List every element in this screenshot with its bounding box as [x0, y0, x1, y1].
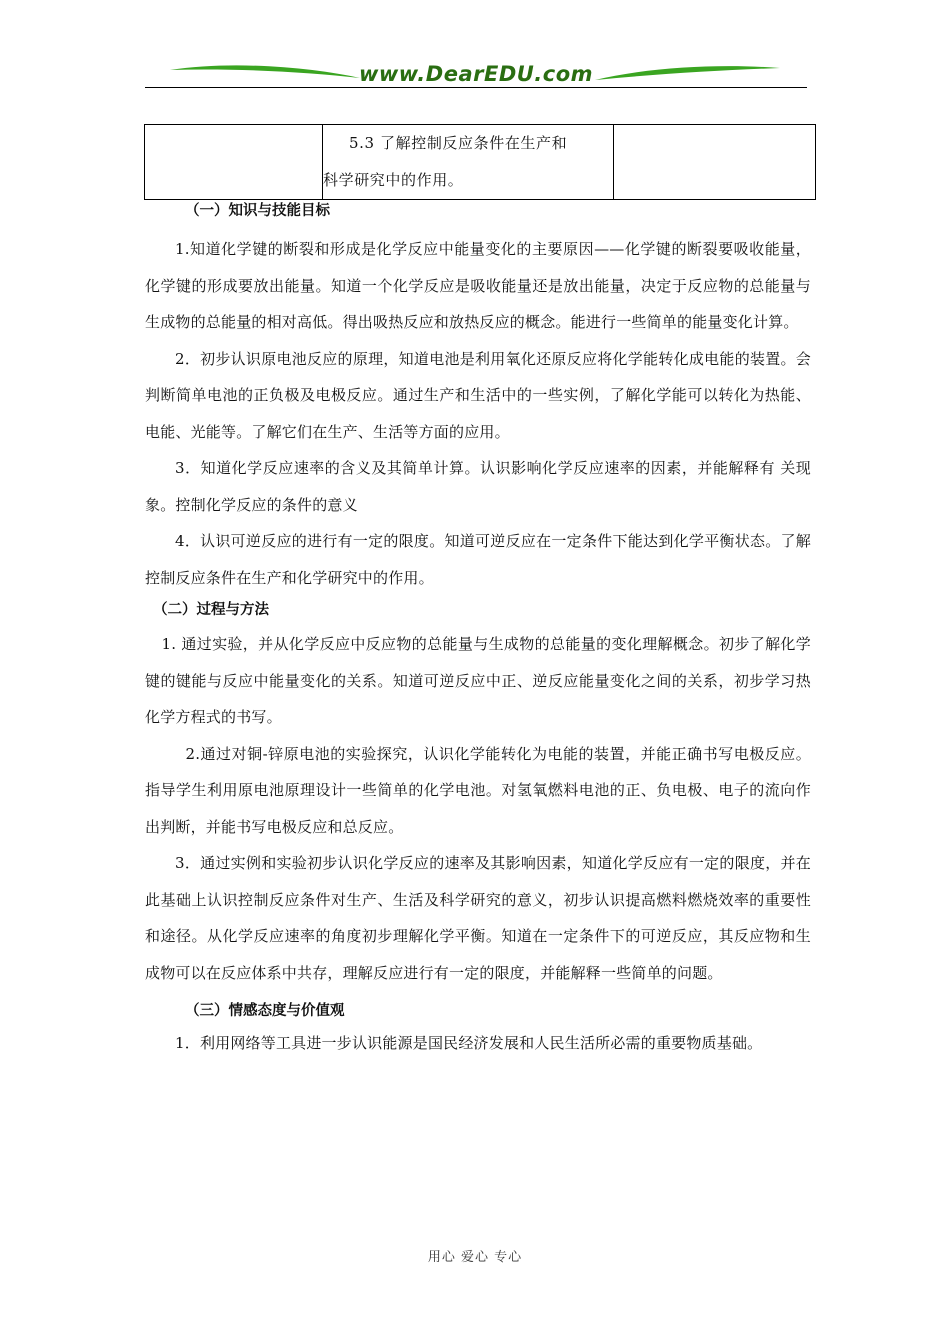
table-cell-right: [614, 125, 816, 200]
table-row: [145, 125, 816, 200]
paragraph: 1. 通过实验，并从化学反应中反应物的总能量与生成物的总能量的变化理解概念。初步了解化学键的键能与反应中能量变化的关系。知道可逆反应中正、逆反应能量变化之间的关系，初步学习热化学方程式的书写。: [145, 635, 811, 726]
paragraph: 4．认识可逆反应的进行有一定的限度。知道可逆反应在一定条件下能达到化学平衡状态。了解控制反应条件在生产和化学研究中的作用。: [145, 532, 811, 587]
document-body: [145, 199, 811, 1062]
table-cell-middle: [323, 125, 614, 200]
footer-motto: 用心 爱心 专心: [427, 1250, 523, 1265]
paragraph: 1．利用网络等工具进一步认识能源是国民经济发展和人民生活所必需的重要物质基础。: [175, 1034, 763, 1052]
section-heading-process: （二）过程与方法: [153, 602, 269, 618]
table-cell-line: 5.3 了解控制反应条件在生产和: [349, 134, 568, 152]
section-heading-knowledge: （一）知识与技能目标: [185, 203, 330, 219]
left-swoosh: [170, 65, 360, 78]
objectives-table: [144, 124, 816, 200]
paragraph: 2．初步认识原电池反应的原理，知道电池是利用氧化还原反应将化学能转化成电能的装置。会判断简单电池的正负极及电极反应。通过生产和生活中的一些实例，了解化学能可以转化为热能、电能、光能等。了解它们在生产、生活等方面的应用。: [145, 349, 811, 441]
paragraph: 2.通过对铜-锌原电池的实验探究，认识化学能转化为电能的装置，并能正确书写电极反应。指导学生利用原电池原理设计一些简单的化学电池。对氢氧燃料电池的正、负电极、电子的流向作出判断，并能书写电极反应和总反应。: [145, 744, 811, 836]
table-cell-line: 科学研究中的作用。: [323, 171, 464, 189]
header-rule: [145, 87, 807, 88]
right-swoosh: [595, 66, 780, 80]
logo-text: www.DearEDU.com: [358, 62, 594, 86]
section-heading-values: （三）情感态度与价值观: [185, 1003, 345, 1019]
table-cell-left: [145, 125, 323, 200]
paragraph: 1.知道化学键的断裂和形成是化学反应中能量变化的主要原因——化学键的断裂要吸收能量，化学键的形成要放出能量。知道一个化学反应是吸收能量还是放出能量，决定于反应物的总能量与生成物的总能量的相对高低。得出吸热反应和放热反应的概念。能进行一些简单的能量变化计算。: [145, 240, 811, 331]
paragraph: 3．通过实例和实验初步认识化学反应的速率及其影响因素，知道化学反应有一定的限度，并在此基础上认识控制反应条件对生产、生活及科学研究的意义，初步认识提高燃料燃烧效率的重要性和途径。从化学反应速率的角度初步理解化学平衡。知道在一定条件下的可逆反应，其反应物和生成物可以在反应体系中共存，理解反应进行有一定的限度，并能解释一些简单的问题。: [145, 854, 811, 982]
paragraph: 3．知道化学反应速率的含义及其简单计算。认识影响化学反应速率的因素，并能解释有 关现象。控制化学反应的条件的意义: [145, 459, 811, 514]
